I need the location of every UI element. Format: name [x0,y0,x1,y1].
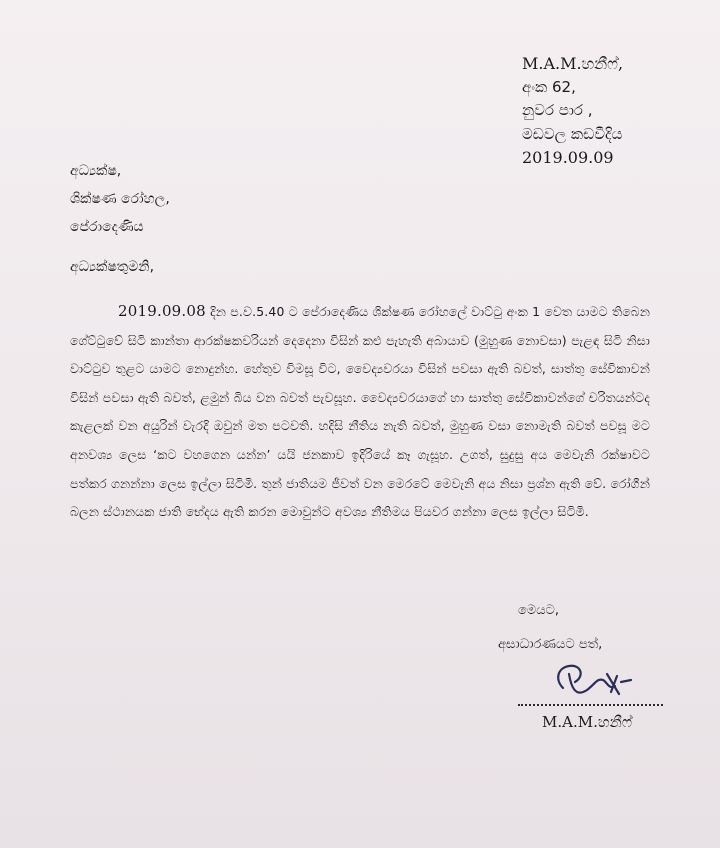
sender-address-number: අංක 62, [522,77,576,96]
closing-line-1: මෙයට, [518,603,560,618]
letter-date: 2019.09.09 [522,148,614,167]
closing-name: M.A.M.හනීෆ් [542,713,632,731]
closing-block [498,594,602,662]
signature-line [518,704,663,706]
sender-address [522,52,623,170]
recipient-city: පේරාදෙණිය [70,219,144,235]
recipient-address [70,157,170,241]
sender-town: මඩවල කඩවීදිය [522,124,623,143]
letter-body [70,297,650,527]
salutation: අධ්‍යක්ෂතුමනි, [70,259,155,275]
sender-name: M.A.M.හනීෆ්, [522,54,624,73]
incident-date: 2019.09.08 [118,302,206,320]
handwritten-signature [545,660,645,708]
sender-street: නුවර පාර , [522,101,593,119]
recipient-title: අධ්‍යක්ෂ, [70,163,122,179]
closing-line-2: අසාධාරණයට පත්, [498,637,603,652]
letter-body-text: දින ප.ව.5.40 ට පේරාදෙණිය ශික්ෂණ රෝහලේ වාට්ටු අංක 1 වෙත යාමට තිබෙන ගේට්ටුවේ සිටි කාන්තා ආරක්ෂකවරියන් දෙදෙනා විසින් කළු පැහැති අබායාව (මුහුණ නොවසා) පැළඳ සිටි නිසා වාට්ටුව තුළට යාමට නොදුන්හ. හේතුව විමසූ විට, වෛද්‍යවරයා විසින් පවසා ඇති බවත්, සාත්තු සේවිකාවන් විසින් පවසා ඇති බවත්, ළමුන් බිය වන බවත් පැවසූහ. වෛද්‍යවරයාගේ හා සාත්තු සේවිකාවන්ගේ චරිතයන්ටද කැළලක් වන අයුරින් වැරදි ඔවුන් මත පටවති. හදිසි නීතිය නැති බවත්, මුහුණ වසා නොමැති බවත් පවසූ මට අනවශ්‍ය ලෙස ‘කට වහගෙන යන්න’ යයි ජනකාව ඉදිරියේ කෑ ගැසූහ. උගත්, සුදුසු අය මෙවැනි රක්ෂාවට පත්කර ගනන්නා ලෙස ඉල්ලා සිටිමි. තුන් ජාතියම ජීවත් වන මෙරටේ මෙවැනි අය නිසා ප්‍රශ්න ඇති වේ. රෝගීන් බලන ස්ථානයක ජාති භේදය ඇති කරන මොවුන්ට අවශ්‍ය නීතිමය පියවර ගන්නා ලෙස ඉල්ලා සිටිමි. [70,304,650,520]
recipient-institution: ශික්ෂණ රෝහල, [70,191,170,207]
